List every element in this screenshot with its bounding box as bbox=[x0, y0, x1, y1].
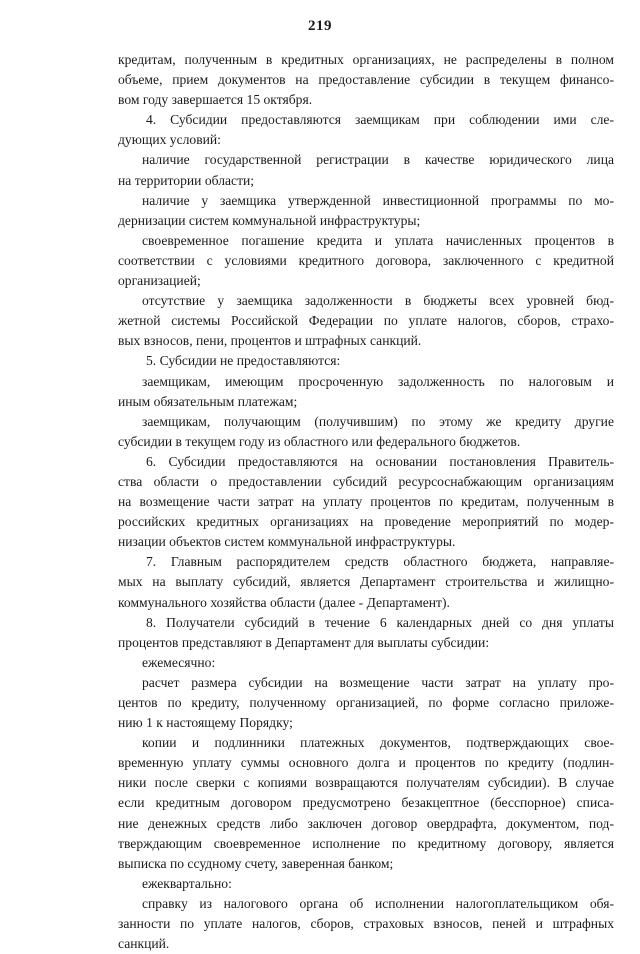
text-line: ники после сверки с копиями возвращаются получателям субсидии). В случае bbox=[118, 775, 614, 791]
text-line: наличие государственной регистрации в качестве юридического лица bbox=[142, 152, 614, 168]
text-line: соответствии с условиями кредитного договора, заключенного с кредитной bbox=[118, 252, 614, 268]
text-line: на возмещение части затрат на уплату процентов по кредитам, полученным в bbox=[118, 494, 614, 510]
text-line: нию 1 к настоящему Порядку; bbox=[118, 715, 293, 731]
text-line: вом году завершается 15 октября. bbox=[118, 92, 313, 108]
text-line: временную уплату суммы основного долга и процентов по кредиту (подлин- bbox=[118, 755, 614, 771]
text-line: процентов представляют в Департамент для выплаты субсидии: bbox=[118, 634, 490, 650]
text-line: выписка по ссудному счету, заверенная банком; bbox=[118, 855, 394, 871]
text-line: ежеквартально: bbox=[142, 875, 232, 891]
text-line: коммунального хозяйства области (далее - Департамент). bbox=[118, 594, 450, 610]
text-line: дующих условий: bbox=[118, 132, 221, 148]
text-line: тверждающим своевременное исполнение по кредитному договору, является bbox=[118, 835, 614, 851]
text-line: отсутствие у заемщика задолженности в бюджеты всех уровней бюд- bbox=[142, 293, 614, 309]
text-line: своевременное погашение кредита и уплата начисленных процентов в bbox=[142, 232, 614, 248]
page-number: 219 bbox=[308, 18, 332, 34]
text-line: вых взносов, пени, процентов и штрафных санкций. bbox=[118, 333, 422, 349]
text-line: ние денежных средств либо заключен договор овердрафта, документом, под- bbox=[118, 815, 614, 831]
text-line: санкций. bbox=[118, 936, 170, 952]
text-line: мых на выплату субсидий, является Департамент строительства и жилищно- bbox=[118, 574, 614, 590]
text-line: если кредитным договором предусмотрено безакцептное (бесспорное) списа- bbox=[118, 795, 614, 811]
text-line: дернизации систем коммунальной инфраструктуры; bbox=[118, 212, 421, 228]
text-line: иным обязательным платежам; bbox=[118, 393, 298, 409]
document-body bbox=[118, 50, 614, 954]
text-line: организацией; bbox=[118, 273, 201, 289]
text-line: 8. Получатели субсидий в течение 6 календарных дней со дня уплаты bbox=[146, 614, 614, 630]
text-line: на территории области; bbox=[118, 172, 255, 188]
text-line: заемщикам, имеющим просроченную задолженность по налоговым и bbox=[142, 373, 614, 389]
text-line: наличие у заемщика утвержденной инвестиционной программы по мо- bbox=[142, 192, 614, 208]
text-line: 5. Субсидии не предоставляются: bbox=[146, 353, 341, 369]
text-line: справку из налогового органа об исполнении налогоплательщиком обя- bbox=[142, 895, 614, 911]
text-line: занности по уплате налогов, сборов, страховых взносов, пеней и штрафных bbox=[118, 916, 614, 932]
text-line: 7. Главным распорядителем средств областного бюджета, направляе- bbox=[146, 554, 614, 570]
text-line: российских кредитных организациях на проведение мероприятий по модер- bbox=[118, 514, 614, 530]
text-line: 4. Субсидии предоставляются заемщикам при соблюдении ими сле- bbox=[146, 112, 614, 128]
text-line: кредитам, полученным в кредитных организациях, не распределены в полном bbox=[118, 52, 614, 67]
text-line: 6. Субсидии предоставляются на основании постановления Правитель- bbox=[146, 453, 614, 469]
text-line: копии и подлинники платежных документов, подтверждающих своe- bbox=[142, 735, 614, 751]
text-line: ства области о предоставлении субсидий ресурсоснабжающим организациям bbox=[118, 473, 614, 489]
text-line: центов по кредиту, полученному организацией, по форме согласно приложе- bbox=[118, 695, 614, 710]
text-line: жетной системы Российской Федерации по уплате налогов, сборов, страхо- bbox=[118, 313, 614, 329]
text-line: объеме, прием документов на предоставление субсидии в текущем финансо- bbox=[118, 72, 614, 88]
text-line: расчет размера субсидии на возмещение части затрат на уплату про- bbox=[142, 674, 614, 690]
text-line: субсидии в текущем году из областного или федерального бюджетов. bbox=[118, 433, 521, 449]
text-line: низации объектов систем коммунальной инфраструктуры. bbox=[118, 534, 456, 550]
text-line: ежемесячно: bbox=[142, 654, 216, 670]
text-line: заемщикам, получающим (получившим) по этому же кредиту другие bbox=[142, 413, 614, 429]
